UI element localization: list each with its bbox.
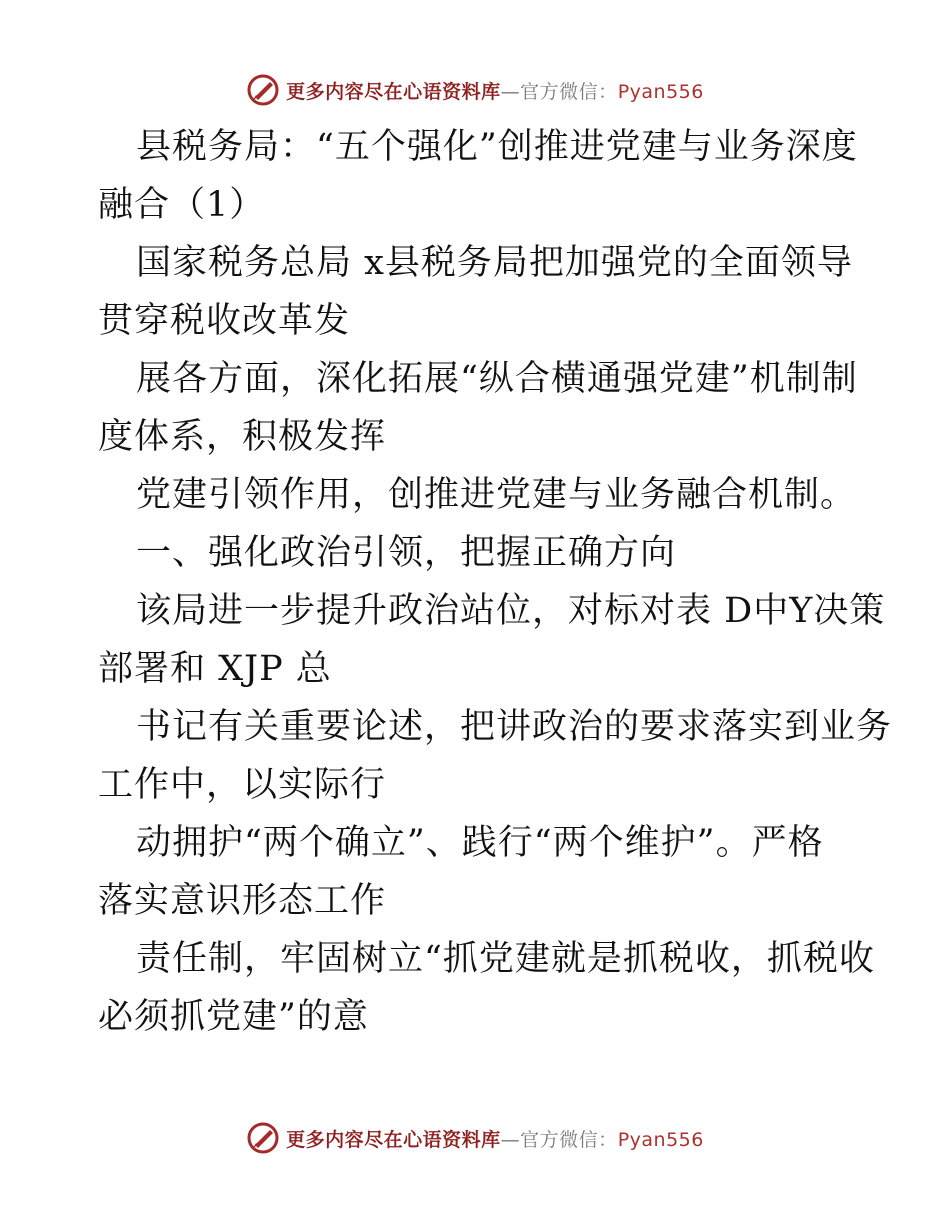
watermark-id: Pyan556 (617, 1128, 704, 1151)
watermark-text (286, 77, 704, 104)
watermark-brand: 更多内容尽在心语资料库 (286, 80, 501, 103)
watermark-dash: — (500, 80, 521, 103)
document-body (98, 118, 893, 1046)
paragraph-line: 国家税务总局 x县税务局把加强党的全面领导 (136, 243, 853, 283)
paragraph-line: 必须抓党建”的意 (98, 997, 369, 1037)
paragraph-line: 该局进一步提升政治站位，对标对表 D中Y决策 (136, 591, 886, 631)
title-line: 县税务局：“五个强化”创推进党建与业务深度 (136, 127, 858, 167)
quill-seal-icon (246, 73, 280, 107)
paragraph-line: 部署和 XJP 总 (98, 649, 332, 689)
watermark-official: 官方微信： (520, 80, 618, 103)
watermark-dash: — (500, 1128, 521, 1151)
paragraph-line: 动拥护“两个确立”、践行“两个维护”。严格 (136, 823, 824, 863)
footer-watermark (0, 1118, 950, 1158)
paragraph-line: 工作中，以实际行 (98, 765, 387, 805)
quill-seal-icon (246, 1121, 280, 1155)
watermark-brand: 更多内容尽在心语资料库 (286, 1128, 501, 1151)
watermark-official: 官方微信： (520, 1128, 618, 1151)
section-heading: 一、强化政治引领，把握正确方向 (136, 533, 677, 573)
watermark-text (286, 1125, 704, 1152)
paragraph-line: 书记有关重要论述，把讲政治的要求落实到业务 (136, 707, 893, 747)
title-line-continued: 融合（1） (98, 185, 266, 225)
watermark-id: Pyan556 (617, 80, 704, 103)
paragraph-line: 责任制，牢固树立“抓党建就是抓税收，抓税收 (136, 939, 875, 979)
paragraph-line: 展各方面，深化拓展“纵合横通强党建”机制制 (136, 359, 858, 399)
paragraph-line: 落实意识形态工作 (98, 881, 387, 921)
paragraph-line: 度体系，积极发挥 (98, 417, 387, 457)
paragraph-line: 贯穿税收改革发 (98, 301, 351, 341)
paragraph-line: 党建引领作用，创推进党建与业务融合机制。 (136, 475, 857, 515)
header-watermark (0, 70, 950, 110)
